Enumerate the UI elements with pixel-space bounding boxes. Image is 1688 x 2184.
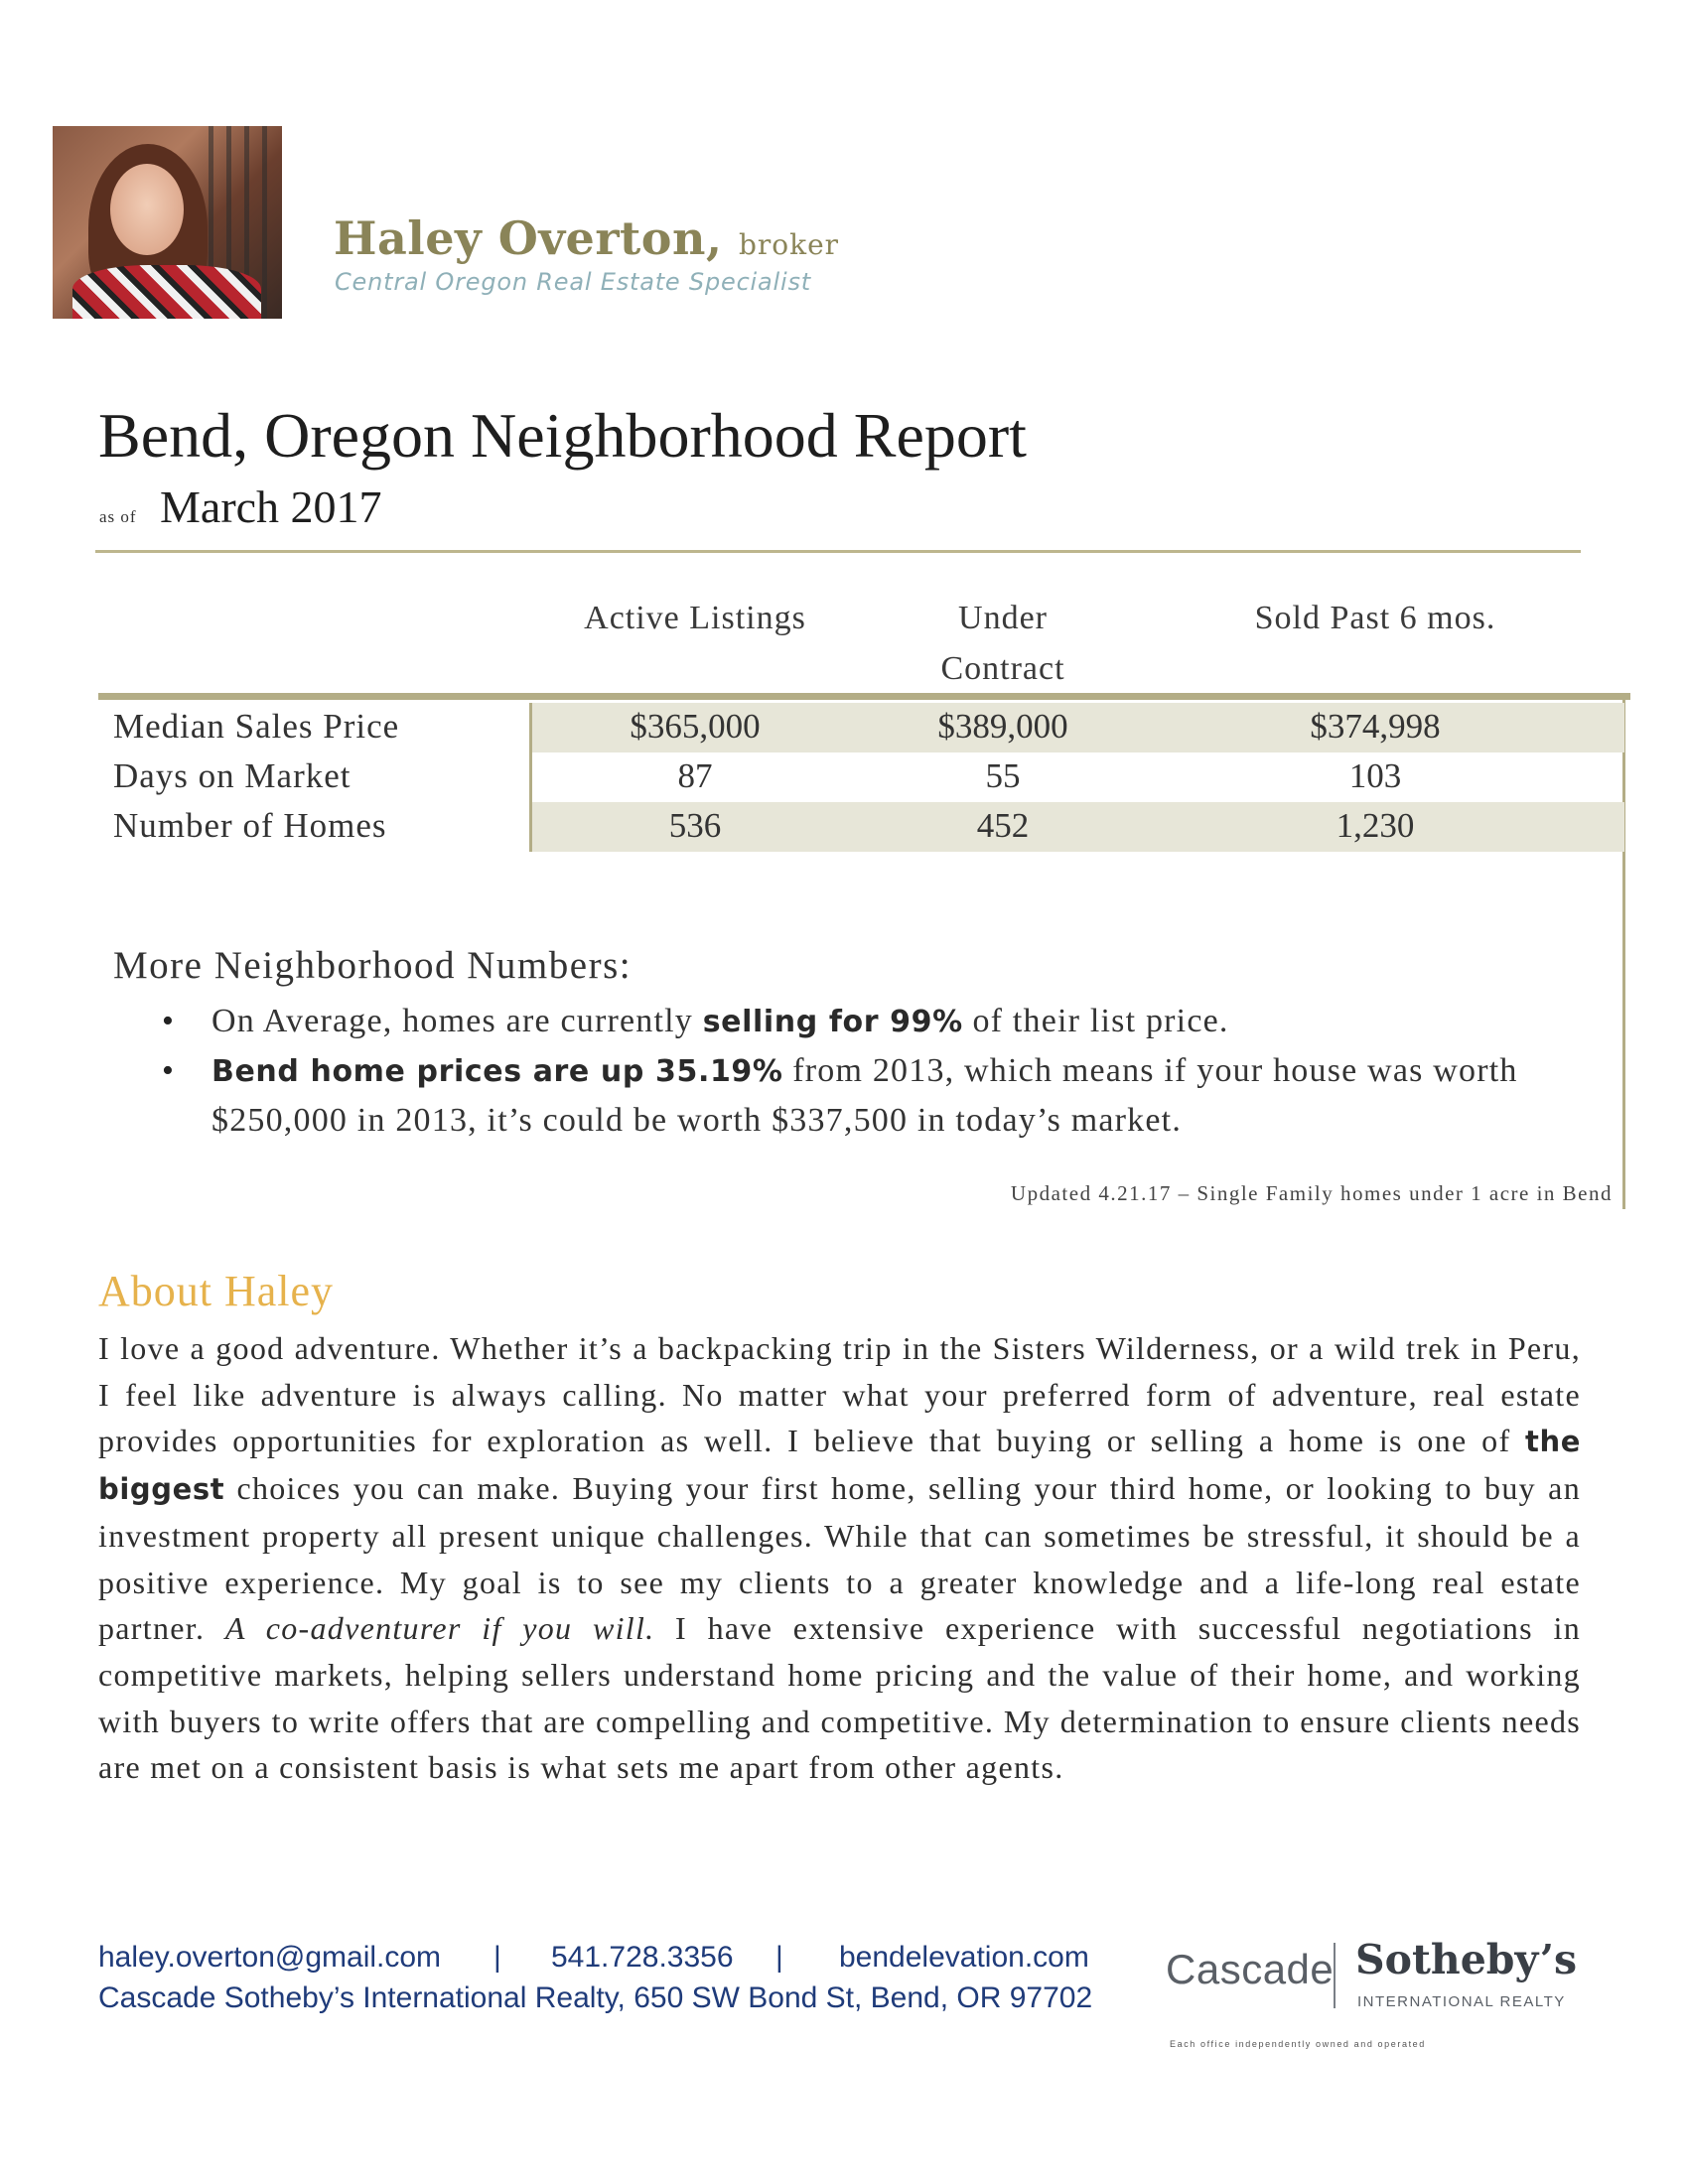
updated-note: Updated 4.21.17 – Single Family homes under 1 acre in Bend: [1010, 1181, 1613, 1205]
bullet-selling-ratio: [211, 1003, 1229, 1040]
agent-name-comma: ,: [705, 211, 723, 265]
bullet-text: from 2013, which means if your house was worth: [782, 1052, 1518, 1089]
as-of-label: as of: [99, 507, 137, 526]
title-divider: [95, 550, 1581, 553]
cell-value: $374,998: [1310, 707, 1441, 746]
cell-value: 536: [668, 806, 722, 845]
report-title: Bend, Oregon Neighborhood Report: [98, 400, 1027, 471]
about-italic: A co-adventurer if you will.: [224, 1610, 655, 1647]
about-text: choices you can make. Buying your first home, selling your third home, or looking to buy an investment property all present unique challenges. While that can sometimes be stressful, it should be a positive experience. My goal is to see my clients to a greater knowledge and a life-long real estate partner.: [98, 1470, 1581, 1647]
cell-value: 103: [1348, 756, 1402, 795]
logo-international-realty: INTERNATIONAL REALTY: [1357, 1993, 1566, 2010]
more-numbers-heading: More Neighborhood Numbers:: [113, 944, 633, 987]
report-date: March 2017: [160, 481, 382, 532]
bullet-icon: •: [162, 1052, 174, 1089]
about-text: I have extensive experience with successful negotiations in competitive markets, helping sellers understand home pricing and the value of their home, and working with buyers to write offers that are compelling and competitive. My determination to ensure clients needs are met on a consistent basis is what sets me apart from other agents.: [98, 1610, 1582, 1786]
bullet-emphasis: selling for 99%: [702, 1005, 963, 1039]
row-label-median-sales-price: Median Sales Price: [113, 707, 400, 746]
cell-value: 87: [677, 756, 713, 795]
bullet-price-growth: [211, 1052, 1518, 1090]
table-top-rule: [98, 693, 1630, 700]
bullet-text: of their list price.: [962, 1003, 1229, 1039]
footer-address: Cascade Sotheby’s International Realty, 650 SW Bond St, Bend, OR 97702: [98, 1981, 1093, 2014]
agent-photo: [53, 126, 282, 319]
agent-role: broker: [738, 228, 840, 261]
logo-divider: [1334, 1943, 1336, 2008]
bullet-icon: •: [162, 1003, 174, 1039]
agent-name-text: Haley Overton: [334, 211, 706, 265]
column-header-under-contract: [904, 593, 1102, 694]
logo-cascade: Cascade: [1166, 1946, 1335, 1992]
bullet-text: On Average, homes are currently: [211, 1003, 703, 1039]
column-header-under-contract-text: Under Contract: [940, 600, 1065, 687]
about-paragraph: [98, 1325, 1581, 1791]
bullet-emphasis: Bend home prices are up 35.19%: [211, 1054, 783, 1089]
cell-value: 452: [976, 806, 1030, 845]
cell-value: 55: [985, 756, 1021, 795]
table-row: [98, 703, 1624, 752]
footer-website-link[interactable]: bendelevation.com: [839, 1941, 1089, 1974]
column-header-active-listings: Active Listings: [584, 600, 806, 636]
row-label-days-on-market: Days on Market: [113, 756, 352, 795]
logo-sothebys: Sotheby’s: [1355, 1936, 1578, 1983]
column-header-sold-past-6-mos: Sold Past 6 mos.: [1254, 600, 1496, 636]
footer-email-link[interactable]: haley.overton@gmail.com: [98, 1941, 442, 1974]
about-text: I love a good adventure. Whether it’s a backpacking trip in the Sisters Wilderness, or a wild trek in Peru, I feel like adventure is always calling. No matter what your preferred form of adventure, real estate provides opportunities for exploration as well. I believe that buying or selling a home is one of: [98, 1330, 1581, 1459]
table-row: [98, 752, 1624, 802]
row-label-number-of-homes: Number of Homes: [113, 806, 387, 845]
about-emphasis: the biggest: [98, 1425, 1581, 1507]
about-heading: About Haley: [98, 1267, 335, 1315]
bullet-price-growth-line2: $250,000 in 2013, it’s could be worth $337,500 in today’s market.: [211, 1102, 1183, 1139]
footer-separator: |: [775, 1941, 783, 1974]
agent-name: [334, 211, 839, 265]
office-disclaimer: Each office independently owned and operated: [1170, 2039, 1426, 2049]
agent-tagline: Central Oregon Real Estate Specialist: [335, 268, 811, 296]
footer-phone-link[interactable]: 541.728.3356: [551, 1941, 734, 1974]
cell-value: 1,230: [1336, 806, 1415, 845]
cell-value: $365,000: [630, 707, 761, 746]
cell-value: $389,000: [937, 707, 1068, 746]
footer-separator: |: [493, 1941, 501, 1974]
table-row: [98, 802, 1624, 852]
